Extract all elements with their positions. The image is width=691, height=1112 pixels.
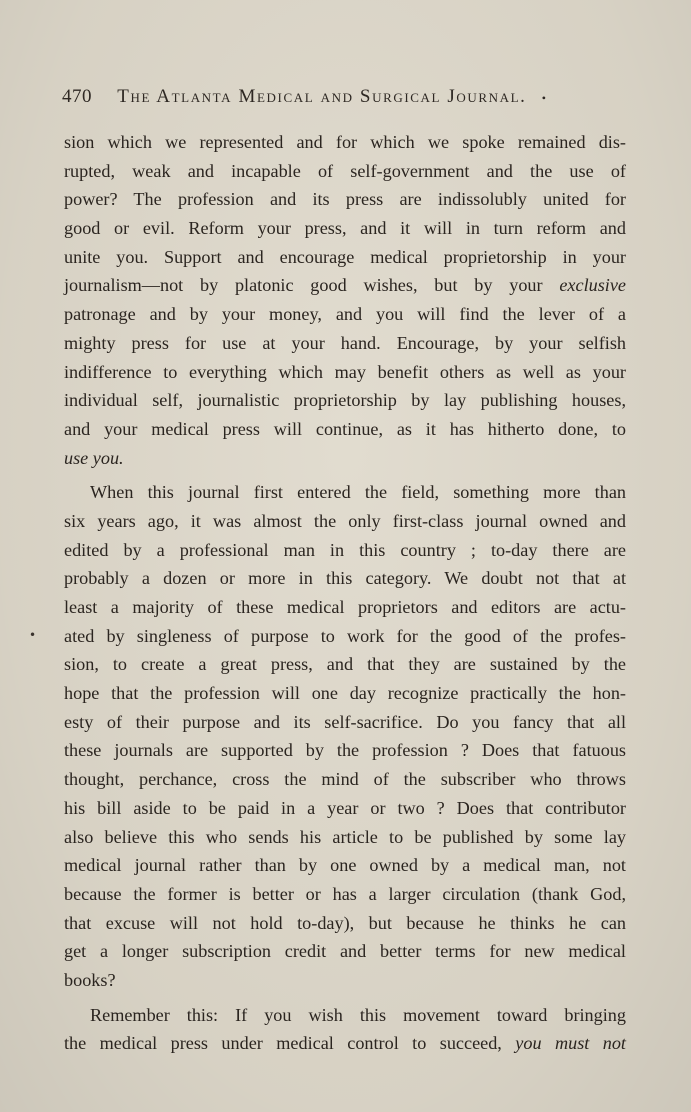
line-text: sion which we represented and for which we spoke remained dis- [64,132,626,152]
text-line [64,128,626,157]
page-number: 470 [62,86,92,107]
line-text: mighty press for use at your hand. Encourage, by your selfish [64,332,626,353]
text-line [64,358,626,387]
text-line [64,708,626,737]
paragraph [64,478,626,994]
text-line [64,851,626,880]
line-text: six years ago, it was almost the only first-class journal owned and [64,510,626,531]
running-head-mark: • [541,91,547,105]
line-text: power? The profession and its press are indissolubly united for [64,189,626,210]
text-line [64,909,626,938]
line-text: get a longer subscription credit and better terms for new medical [64,941,626,962]
line-text: indifference to everything which may benefit others as well as your [64,361,626,382]
line-text: journalism—not by platonic good wishes, but by your [64,275,560,296]
line-text: Remember this: If you wish this movement toward bringing [90,1004,626,1025]
journal-title: The Atlanta Medical and Surgical Journal. [117,86,527,107]
text-line [64,880,626,909]
line-text: medical journal rather than by one owned by a medical man, not [64,855,626,876]
italic-text: exclusive [559,275,626,296]
line-text: ated by singleness of purpose to work for the good of the profes- [64,625,626,646]
text-line [64,243,626,272]
line-text: edited by a professional man in this country ; to-day there are [64,539,626,560]
line-text: because the former is better or has a larger circulation (thank God, [64,883,626,904]
text-line [64,593,626,622]
running-head [62,86,622,108]
line-text: esty of their purpose and its self-sacrifice. Do you fancy that all [64,711,626,732]
line-text: least a majority of these medical proprietors and editors are actu- [64,597,626,617]
line-text: sion, to create a great press, and that they are sustained by the [64,654,626,675]
text-line [64,679,626,708]
text-line [64,157,626,186]
body-text [64,128,626,1058]
line-text: hope that the profession will one day recognize practically the hon- [64,683,626,704]
line-text: When this journal first entered the field, something more than [90,482,626,503]
line-text: thought, perchance, cross the mind of the subscriber who throws [64,769,626,790]
line-text: that excuse will not hold to-day), but because he thinks he can [64,912,626,933]
line-text: the medical press under medical control to succeed, [64,1033,516,1054]
line-text: individual self, journalistic proprietorship by lay publishing houses, [64,390,626,411]
paragraph [64,1001,626,1058]
text-line [64,622,626,651]
text-line [64,478,626,507]
text-line [64,1001,626,1030]
margin-mark: • [29,628,37,642]
line-text: also believe this who sends his article to be published by some lay [64,826,626,847]
text-line [64,937,626,966]
text-line [64,1029,626,1058]
text-line [64,794,626,823]
text-line [64,966,626,995]
line-text: good or evil. Reform your press, and it will in turn reform and [64,218,626,239]
line-text: and your medical press will continue, as it has hitherto done, to [64,418,626,439]
line-text: books? [64,969,116,990]
line-text: these journals are supported by the profession ? Does that fatuous [64,740,626,761]
text-line [64,300,626,329]
text-line [64,329,626,358]
line-text: his bill aside to be paid in a year or two ? Does that contributor [64,797,626,818]
text-line [64,536,626,565]
text-line [64,185,626,214]
italic-text: use you. [64,447,124,468]
italic-text: you must not [515,1033,626,1054]
text-line [64,386,626,415]
text-line [64,271,626,300]
text-line [64,415,626,444]
text-line [64,823,626,852]
text-line [64,650,626,679]
text-line [64,564,626,593]
line-text: rupted, weak and incapable of self-government and the use of [64,160,626,181]
text-line [64,444,626,473]
paragraph [64,128,626,472]
line-text: patronage and by your money, and you will find the lever of a [64,304,626,325]
line-text: unite you. Support and encourage medical proprietorship in your [64,246,626,267]
text-line [64,736,626,765]
text-line [64,214,626,243]
text-line [64,507,626,536]
line-text: probably a dozen or more in this category. We doubt not that at [64,568,626,589]
text-line [64,765,626,794]
